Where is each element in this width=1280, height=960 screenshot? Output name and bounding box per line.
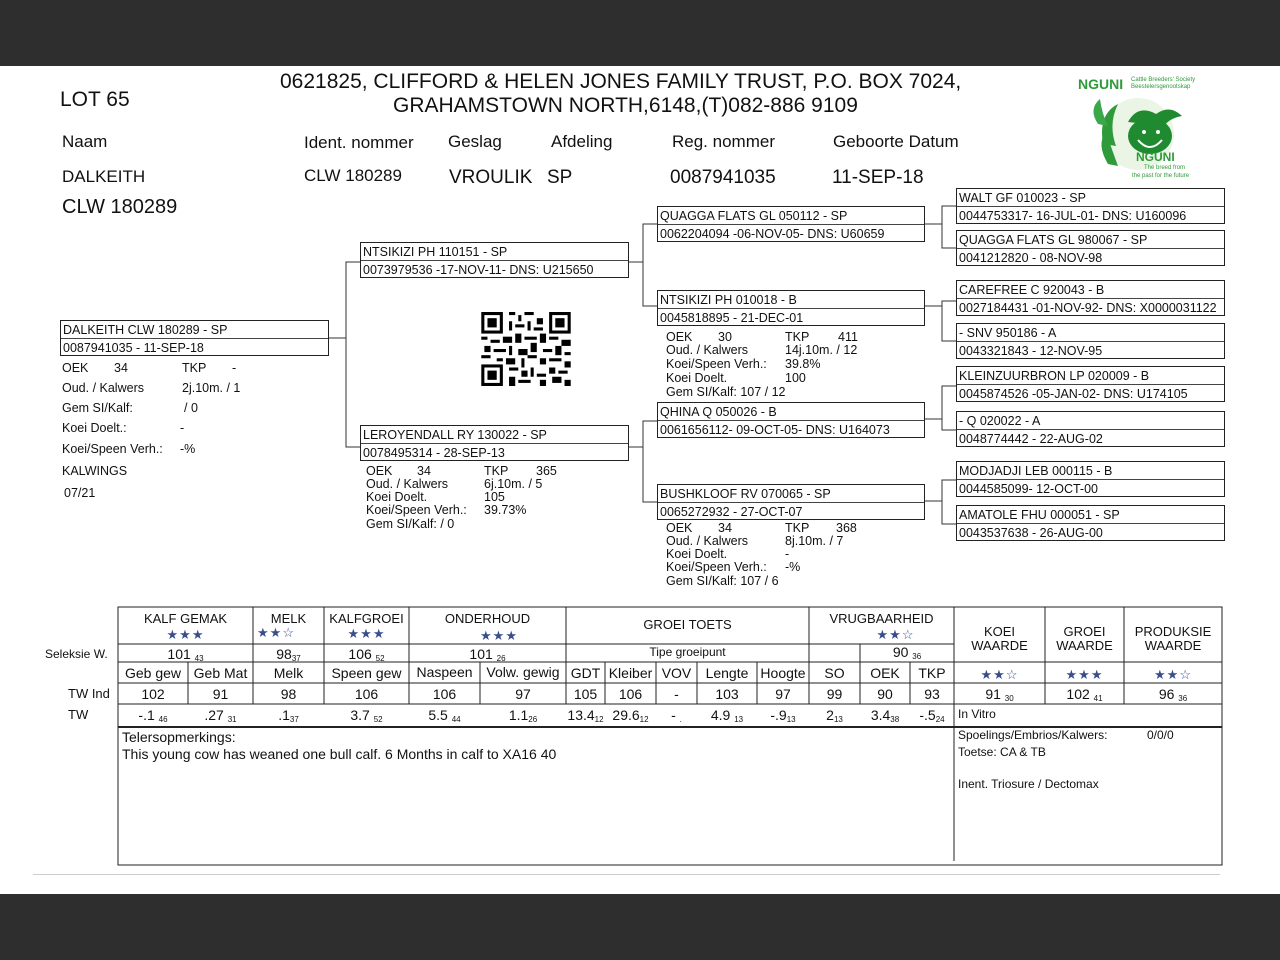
toetse: Toetse: CA & TB bbox=[958, 745, 1046, 759]
pedigree-self-reg: 0087941035 - 11-SEP-18 bbox=[63, 341, 204, 355]
col-geb-mat: Geb Mat bbox=[193, 665, 248, 681]
tw-hoogte: $-.9_{13}$ bbox=[770, 707, 796, 724]
dd-oek: 34 bbox=[718, 521, 732, 535]
dd-tkp: 368 bbox=[836, 521, 857, 535]
viewer-top-bar bbox=[0, 0, 1280, 66]
group-onderhoud: ONDERHOUD bbox=[444, 611, 531, 626]
animal-sex: VROULIK bbox=[449, 167, 533, 188]
col-kleiber: Kleiber bbox=[608, 665, 653, 681]
dam-speen-label: Koei/Speen Verh.: bbox=[366, 503, 467, 517]
twind-koei-waarde: 91 $_{30}$ bbox=[985, 686, 1014, 703]
twind-groei-waarde: 102 $_{41}$ bbox=[1066, 686, 1103, 703]
pedigree-g8-name: AMATOLE FHU 000051 - SP bbox=[959, 508, 1120, 522]
pedigree-dd-name: BUSHKLOOF RV 070065 - SP bbox=[660, 487, 831, 501]
dam-si: Gem SI/Kalf: / 0 bbox=[366, 517, 455, 531]
twind-melk: 98 bbox=[280, 686, 297, 702]
logo-tagline-2: the past for the future bbox=[1132, 173, 1190, 179]
col-hoogte: Hoogte bbox=[760, 665, 806, 681]
pedigree-sire-reg: 0073979536 -17-NOV-11- DNS: U215650 bbox=[363, 263, 594, 277]
twind-volw-gewig: 97 bbox=[515, 686, 531, 702]
group-groei-waarde-2: WAARDE bbox=[1056, 638, 1113, 653]
self-doelt: - bbox=[180, 421, 185, 435]
tw-volw-gewig: $1.1_{26}$ bbox=[508, 707, 538, 724]
group-groei-toets: GROEI TOETS bbox=[643, 617, 732, 632]
label-reg: Reg. nommer bbox=[672, 132, 775, 151]
animal-ident: CLW 180289 bbox=[304, 166, 402, 185]
tw-gdt: $13.4_{12}$ bbox=[567, 707, 604, 724]
pedigree-g4-name: - SNV 950186 - A bbox=[959, 326, 1057, 340]
animal-name: DALKEITH bbox=[62, 167, 146, 186]
stars-groei: ★★★ bbox=[1065, 667, 1104, 682]
dam-oek: 34 bbox=[417, 464, 431, 478]
sd-speen-label: Koei/Speen Verh.: bbox=[666, 357, 767, 371]
dam-tkp: 365 bbox=[536, 464, 557, 478]
seleksie-kalf-gemak: 101 $_{43}$ bbox=[167, 646, 204, 663]
dd-doelt-label: Koei Doelt. bbox=[666, 547, 728, 561]
group-prod-waarde-1: PRODUKSIE bbox=[1134, 624, 1212, 639]
col-naspeen: Naspeen bbox=[416, 664, 473, 680]
tw-lengte: 4.9 $_{13}$ bbox=[710, 707, 744, 724]
twind-prod-waarde: 96 $_{36}$ bbox=[1158, 686, 1188, 703]
stars-vrugbaarheid: ★★☆ bbox=[876, 627, 915, 642]
dd-kalwers-label: Oud. / Kalwers bbox=[666, 534, 748, 548]
self-si: / 0 bbox=[184, 401, 198, 415]
twind-geb-mat: 91 bbox=[212, 686, 229, 702]
group-koei-waarde-2: WAARDE bbox=[971, 638, 1028, 653]
remarks-text: This young cow has weaned one bull calf. 6 Months in calf to XA16 40 bbox=[122, 746, 557, 762]
animal-reg: 0087941035 bbox=[670, 167, 776, 188]
self-oek-label: OEK bbox=[62, 361, 89, 375]
col-volw-gewig: Volw. gewig bbox=[486, 664, 560, 680]
tw-geb-mat: .27 $_{31}$ bbox=[204, 707, 237, 724]
pedigree-g5-name: KLEINZUURBRON LP 020009 - B bbox=[959, 369, 1150, 383]
sd-tkp-label: TKP bbox=[785, 330, 810, 344]
twind-hoogte: 97 bbox=[775, 686, 791, 702]
group-kalfgroei: KALFGROEI bbox=[329, 611, 404, 626]
tw-speen-gew: 3.7 $_{52}$ bbox=[350, 707, 383, 724]
self-date: 07/21 bbox=[64, 486, 96, 500]
in-vitro-label: In Vitro bbox=[958, 707, 996, 721]
self-kalwers: 2j.10m. / 1 bbox=[182, 381, 241, 395]
pedigree-g7-name: MODJADJI LEB 000115 - B bbox=[959, 464, 1113, 478]
col-tkp: TKP bbox=[918, 665, 946, 681]
owner-line-1: 0621825, CLIFFORD & HELEN JONES FAMILY TRUST, P.O. BOX 7024, bbox=[280, 70, 962, 93]
stars-prod: ★★☆ bbox=[1154, 667, 1192, 682]
tw-oek: $3.4_{38}$ bbox=[870, 707, 900, 724]
sd-oek-label: OEK bbox=[666, 330, 693, 344]
dd-doelt: - bbox=[785, 547, 790, 561]
tw-so: $2_{13}$ bbox=[826, 707, 843, 724]
group-melk: MELK bbox=[270, 611, 307, 626]
pedigree-g1-name: WALT GF 010023 - SP bbox=[959, 191, 1086, 205]
col-speen-gew: Speen gew bbox=[331, 665, 402, 681]
pedigree-g3-reg: 0027184431 -01-NOV-92- DNS: X0000031122 bbox=[959, 301, 1217, 315]
group-vrugbaarheid: VRUGBAARHEID bbox=[829, 611, 934, 626]
stars-kalf-gemak: ★★★ bbox=[166, 627, 205, 642]
label-name: Naam bbox=[62, 132, 108, 151]
twind-kleiber: 106 bbox=[618, 686, 643, 702]
self-kalwings: KALWINGS bbox=[62, 464, 128, 478]
stars-koei: ★★☆ bbox=[980, 667, 1019, 682]
col-oek: OEK bbox=[870, 665, 900, 681]
seleksie-vrugbaarheid: 90 $_{36}$ bbox=[892, 644, 922, 661]
pedigree-ss-reg: 0062204094 -06-NOV-05- DNS: U60659 bbox=[660, 227, 885, 241]
sd-speen: 39.8% bbox=[785, 357, 821, 371]
stars-melk: ★★☆ bbox=[257, 625, 295, 640]
label-dob: Geboorte Datum bbox=[833, 132, 959, 151]
twind-gdt: 105 bbox=[573, 686, 598, 702]
dam-kalwers-label: Oud. / Kalwers bbox=[366, 477, 448, 491]
col-lengte: Lengte bbox=[705, 665, 749, 681]
remarks-label: Telersopmerkings: bbox=[122, 729, 236, 745]
pedigree-g5-reg: 0045874526 -05-JAN-02- DNS: U174105 bbox=[959, 387, 1188, 401]
dam-oek-label: OEK bbox=[366, 464, 393, 478]
col-melk: Melk bbox=[273, 665, 304, 681]
owner-line-2: GRAHAMSTOWN NORTH,6148,(T)082-886 9109 bbox=[393, 94, 858, 117]
self-oek: 34 bbox=[114, 361, 128, 375]
twind-so: 99 bbox=[826, 686, 843, 702]
seleksie-kalfgroei: 106 $_{52}$ bbox=[348, 646, 385, 663]
group-tipe-groeipunt: Tipe groeipunt bbox=[649, 645, 726, 659]
row-label-twind: TW Ind bbox=[68, 686, 110, 701]
logo-tagline-1: The breed from bbox=[1144, 165, 1186, 171]
logo-society-1: Cattle Breeders' Society bbox=[1131, 77, 1196, 83]
seleksie-onderhoud: 101 $_{26}$ bbox=[469, 646, 506, 663]
pedigree-g4-reg: 0043321843 - 12-NOV-95 bbox=[959, 344, 1103, 358]
self-tkp-label: TKP bbox=[182, 361, 207, 375]
animal-division: SP bbox=[547, 167, 573, 188]
viewer-bottom-bar bbox=[0, 894, 1280, 960]
label-division: Afdeling bbox=[551, 132, 613, 151]
logo-brand-2: NGUNI bbox=[1136, 150, 1175, 164]
dd-si: Gem SI/Kalf: 107 / 6 bbox=[666, 574, 779, 588]
pedigree-sheet bbox=[0, 66, 1280, 894]
sd-kalwers: 14j.10m. / 12 bbox=[785, 343, 858, 357]
pedigree-g6-name: - Q 020022 - A bbox=[959, 414, 1041, 428]
sd-kalwers-label: Oud. / Kalwers bbox=[666, 343, 748, 357]
pedigree-dam-reg: 0078495314 - 28-SEP-13 bbox=[363, 446, 505, 460]
dd-speen: -% bbox=[785, 560, 801, 574]
dam-tkp-label: TKP bbox=[484, 464, 509, 478]
dam-doelt: 105 bbox=[484, 490, 505, 504]
twind-geb-gew: 102 bbox=[141, 686, 165, 702]
spoelings-label: Spoelings/Embrios/Kalwers: bbox=[958, 728, 1108, 742]
label-ident: Ident. nommer bbox=[304, 133, 414, 152]
twind-lengte: 103 bbox=[715, 686, 739, 702]
tw-geb-gew: -.1 $_{46}$ bbox=[138, 707, 168, 724]
pedigree-g7-reg: 0044585099- 12-OCT-00 bbox=[959, 482, 1098, 496]
dam-doelt-label: Koei Doelt. bbox=[366, 490, 428, 504]
table-grid-lines bbox=[0, 66, 1280, 894]
pedigree-ss-name: QUAGGA FLATS GL 050112 - SP bbox=[660, 209, 848, 223]
pedigree-g2-name: QUAGGA FLATS GL 980067 - SP bbox=[959, 233, 1148, 247]
pedigree-dam-name: LEROYENDALL RY 130022 - SP bbox=[363, 428, 547, 442]
pedigree-self-name: DALKEITH CLW 180289 - SP bbox=[63, 323, 228, 337]
col-geb-gew: Geb gew bbox=[124, 665, 182, 681]
animal-dob: 11-SEP-18 bbox=[832, 167, 924, 188]
pedigree-sire-name: NTSIKIZI PH 110151 - SP bbox=[363, 245, 508, 259]
logo-society-2: Beestelersgenootskap bbox=[1131, 84, 1191, 90]
twind-vov: - bbox=[674, 686, 679, 702]
group-kalf-gemak: KALF GEMAK bbox=[143, 611, 228, 626]
stars-onderhoud: ★★★ bbox=[480, 628, 518, 643]
twind-speen-gew: 106 bbox=[354, 686, 379, 702]
self-speen: -% bbox=[180, 442, 196, 456]
dd-tkp-label: TKP bbox=[785, 521, 810, 535]
spoelings-value: 0/0/0 bbox=[1147, 728, 1174, 742]
sd-doelt-label: Koei Doelt. bbox=[666, 371, 728, 385]
self-si-label: Gem SI/Kalf: bbox=[62, 401, 133, 415]
pedigree-g2-reg: 0041212820 - 08-NOV-98 bbox=[959, 251, 1103, 265]
col-vov: VOV bbox=[661, 665, 692, 681]
dd-kalwers: 8j.10m. / 7 bbox=[785, 534, 844, 548]
self-doelt-label: Koei Doelt.: bbox=[62, 421, 127, 435]
pedigree-sd-name: NTSIKIZI PH 010018 - B bbox=[660, 293, 797, 307]
self-speen-label: Koei/Speen Verh.: bbox=[62, 442, 163, 456]
col-so: SO bbox=[824, 665, 845, 681]
pedigree-g8-reg: 0043537638 - 26-AUG-00 bbox=[959, 526, 1103, 540]
tw-tkp: $-.5_{24}$ bbox=[919, 707, 945, 724]
dam-kalwers: 6j.10m. / 5 bbox=[484, 477, 543, 491]
animal-ident-big: CLW 180289 bbox=[62, 196, 178, 218]
tw-naspeen: 5.5 $_{44}$ bbox=[428, 707, 461, 724]
row-label-seleksie: Seleksie W. bbox=[45, 647, 108, 661]
sd-si: Gem SI/Kalf: 107 / 12 bbox=[666, 385, 786, 399]
twind-oek: 90 bbox=[877, 686, 893, 702]
self-tkp: - bbox=[232, 361, 237, 375]
footer-divider bbox=[33, 874, 1220, 875]
group-prod-waarde-2: WAARDE bbox=[1144, 638, 1202, 653]
tw-vov: - $_.$ bbox=[671, 707, 682, 724]
tw-kleiber: $29.6_{12}$ bbox=[612, 707, 649, 724]
logo-brand: NGUNI bbox=[1078, 76, 1124, 92]
pedigree-sd-reg: 0045818895 - 21-DEC-01 bbox=[660, 311, 804, 325]
dd-speen-label: Koei/Speen Verh.: bbox=[666, 560, 767, 574]
dd-oek-label: OEK bbox=[666, 521, 693, 535]
twind-naspeen: 106 bbox=[432, 686, 457, 702]
dam-speen: 39.73% bbox=[484, 503, 527, 517]
pedigree-g6-reg: 0048774442 - 22-AUG-02 bbox=[959, 432, 1103, 446]
label-sex: Geslag bbox=[448, 132, 502, 151]
self-kalwers-label: Oud. / Kalwers bbox=[62, 381, 144, 395]
pedigree-g1-reg: 0044753317- 16-JUL-01- DNS: U160096 bbox=[959, 209, 1187, 223]
group-groei-waarde-1: GROEI bbox=[1063, 624, 1106, 639]
sd-doelt: 100 bbox=[785, 371, 806, 385]
col-gdt: GDT bbox=[570, 665, 601, 681]
stars-kalfgroei: ★★★ bbox=[347, 626, 386, 641]
pedigree-g3-name: CAREFREE C 920043 - B bbox=[959, 283, 1105, 297]
tw-melk: $.1_{37}$ bbox=[278, 707, 299, 724]
pedigree-dd-reg: 0065272932 - 27-OCT-07 bbox=[660, 505, 803, 519]
pedigree-ds-name: QHINA Q 050026 - B bbox=[660, 405, 777, 419]
sd-tkp: 411 bbox=[838, 330, 858, 344]
pedigree-ds-reg: 0061656112- 09-OCT-05- DNS: U164073 bbox=[660, 423, 890, 437]
sd-oek: 30 bbox=[718, 330, 732, 344]
lot-number: LOT 65 bbox=[60, 88, 130, 111]
group-koei-waarde-1: KOEI bbox=[983, 624, 1016, 639]
seleksie-melk: $98_{37}$ bbox=[276, 646, 301, 663]
inenting: Inent. Triosure / Dectomax bbox=[958, 777, 1099, 791]
row-label-tw: TW bbox=[68, 707, 89, 722]
twind-tkp: 93 bbox=[924, 686, 940, 702]
